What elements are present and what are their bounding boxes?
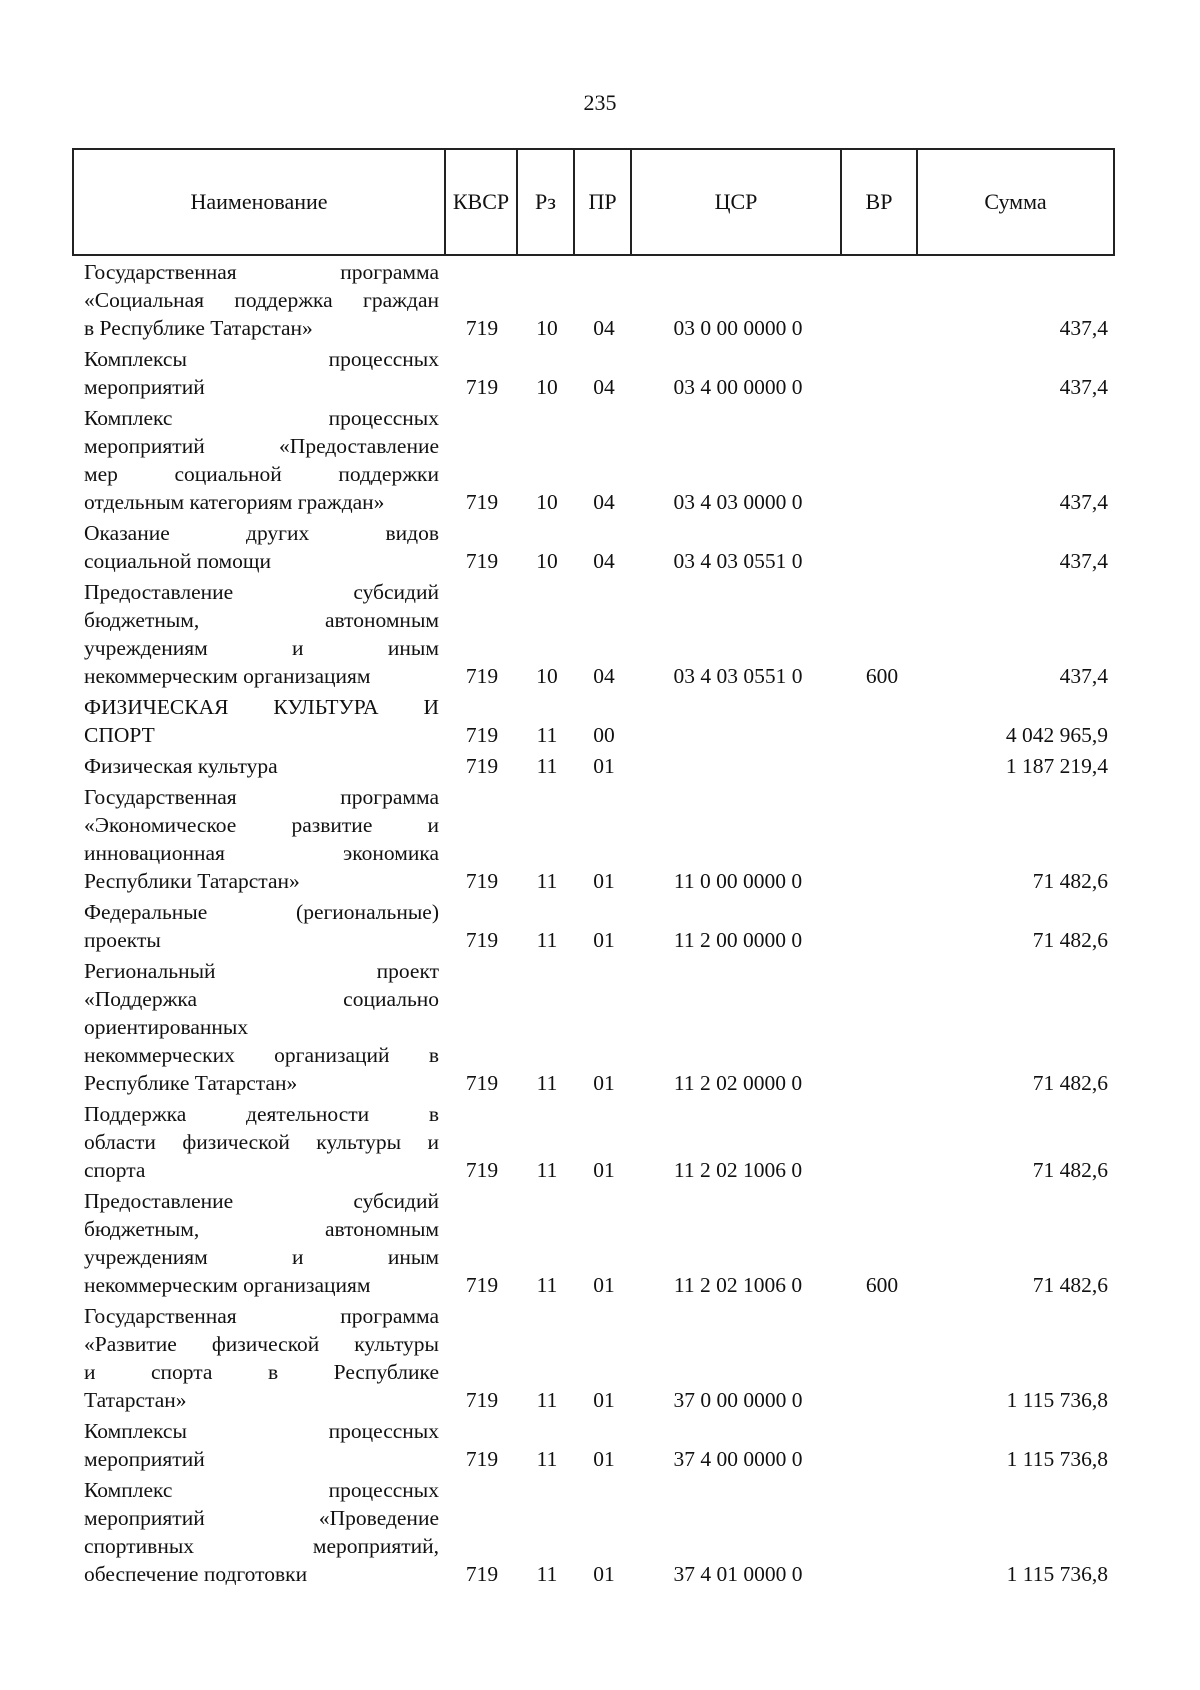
table-row [0,1100,1200,1184]
row-vr: 600 [865,1273,899,1297]
row-kvsr: 719 [465,549,499,573]
row-name-line: Татарстан» [84,1388,187,1412]
row-name-line: некоммерческим организациям [84,1273,371,1297]
row-rz: 10 [536,664,558,688]
row-name-line: Физическая культура [84,754,278,778]
row-name-line: ориентированных [84,1015,249,1039]
row-name-line: мероприятий [84,375,205,399]
row-rz: 11 [536,1447,558,1471]
row-name [84,1187,439,1299]
row-rz: 10 [536,316,558,340]
row-name-line: некоммерческим организациям [84,664,371,688]
header-vr: ВР [842,150,918,254]
row-pr: 00 [593,723,615,747]
row-name-line: некоммерческих организаций в [84,1043,439,1067]
row-name-line: Федеральные (региональные) [84,900,439,924]
row-csr: 11 2 02 1006 0 [673,1158,803,1182]
row-sum: 1 115 736,8 [1006,1388,1108,1412]
row-kvsr: 719 [465,316,499,340]
row-name-line: обеспечение подготовки [84,1562,308,1586]
row-name-line: Комплекс процессных [84,406,439,430]
row-csr: 03 4 03 0551 0 [673,664,803,688]
row-csr: 11 0 00 0000 0 [673,869,803,893]
row-kvsr: 719 [465,754,499,778]
row-name-line: бюджетным, автономным [84,1217,439,1241]
row-rz: 11 [536,723,558,747]
row-name-line: проекты [84,928,161,952]
row-name-line: СПОРТ [84,723,155,747]
row-name-line: бюджетным, автономным [84,608,439,632]
header-kvsr: КВСР [446,150,518,254]
row-kvsr: 719 [465,664,499,688]
row-rz: 11 [536,1071,558,1095]
row-kvsr: 719 [465,490,499,514]
row-pr: 01 [593,1071,615,1095]
row-name-line: Комплексы процессных [84,347,439,371]
row-name-line: социальной помощи [84,549,271,573]
row-name [84,519,439,575]
row-name-line: Республике Татарстан» [84,1071,298,1095]
row-rz: 11 [536,1273,558,1297]
table-body [0,258,1200,1591]
table-row [0,693,1200,749]
row-rz: 10 [536,549,558,573]
header-csr: ЦСР [632,150,842,254]
row-sum: 71 482,6 [1032,869,1108,893]
row-name-line: спорта [84,1158,146,1182]
row-sum: 71 482,6 [1032,1273,1108,1297]
table-row [0,752,1200,780]
row-pr: 04 [593,490,615,514]
header-sum: Сумма [984,189,1047,214]
row-name-line: Предоставление субсидий [84,580,439,604]
row-kvsr: 719 [465,1158,499,1182]
table-row [0,898,1200,954]
row-name [84,1476,439,1588]
row-name-line: мероприятий «Проведение [84,1506,439,1530]
row-rz: 11 [536,869,558,893]
table-row [0,258,1200,342]
row-name-line: Государственная программа [84,785,439,809]
row-name-line: Поддержка деятельности в [84,1102,439,1126]
table-row [0,1417,1200,1473]
row-pr: 01 [593,869,615,893]
row-name-line: области физической культуры и [84,1130,439,1154]
row-kvsr: 719 [465,1388,499,1412]
row-kvsr: 719 [465,1447,499,1471]
row-name-line: Комплекс процессных [84,1478,439,1502]
row-sum: 71 482,6 [1032,928,1108,952]
header-pr: ПР [575,150,632,254]
row-pr: 01 [593,1158,615,1182]
row-name-line: и спорта в Республике [84,1360,439,1384]
row-name-line: Республики Татарстан» [84,869,300,893]
page-number: 235 [583,90,617,115]
row-name-line: в Республике Татарстан» [84,316,313,340]
row-rz: 11 [536,754,558,778]
row-name-line: Государственная программа [84,1304,439,1328]
table-row [0,345,1200,401]
row-name-line: Предоставление субсидий [84,1189,439,1213]
table-row [0,1187,1200,1299]
row-name [84,1302,439,1414]
row-csr: 03 0 00 0000 0 [673,316,803,340]
row-name [84,1100,439,1184]
row-pr: 01 [593,928,615,952]
row-sum: 1 187 219,4 [1005,754,1108,778]
row-name [84,258,439,342]
row-rz: 11 [536,1562,558,1586]
row-name [84,578,439,690]
row-sum: 1 115 736,8 [1006,1562,1108,1586]
row-sum: 437,4 [1059,549,1108,573]
row-name-line: Комплексы процессных [84,1419,439,1443]
row-kvsr: 719 [465,1071,499,1095]
row-name [84,957,439,1097]
row-pr: 04 [593,549,615,573]
row-name [84,783,439,895]
row-sum: 437,4 [1059,490,1108,514]
row-csr: 03 4 03 0551 0 [673,549,803,573]
row-name-line: «Социальная поддержка граждан [84,288,439,312]
row-name-line: мероприятий [84,1447,205,1471]
row-csr: 11 2 02 1006 0 [673,1273,803,1297]
row-sum: 1 115 736,8 [1006,1447,1108,1471]
row-rz: 11 [536,928,558,952]
table-row [0,1302,1200,1414]
row-name-line: мер социальной поддержки [84,462,439,486]
row-name-line: отдельным категориям граждан» [84,490,385,514]
row-csr: 03 4 00 0000 0 [673,375,803,399]
row-name-line: спортивных мероприятий, [84,1534,439,1558]
row-csr: 37 0 00 0000 0 [673,1388,803,1412]
row-sum: 437,4 [1059,664,1108,688]
row-kvsr: 719 [465,869,499,893]
row-name-line: Региональный проект [84,959,439,983]
row-sum: 437,4 [1059,375,1108,399]
row-sum: 4 042 965,9 [1005,723,1108,747]
header-rz: Рз [518,150,575,254]
row-name [84,404,439,516]
row-name-line: «Экономическое развитие и [84,813,439,837]
table-row [0,578,1200,690]
row-kvsr: 719 [465,1273,499,1297]
table-row [0,519,1200,575]
row-pr: 01 [593,1562,615,1586]
table-row [0,1476,1200,1588]
row-kvsr: 719 [465,723,499,747]
row-pr: 04 [593,664,615,688]
row-csr: 37 4 01 0000 0 [673,1562,803,1586]
row-csr: 03 4 03 0000 0 [673,490,803,514]
row-kvsr: 719 [465,1562,499,1586]
row-name-line: ФИЗИЧЕСКАЯ КУЛЬТУРА И [84,695,439,719]
row-pr: 04 [593,316,615,340]
row-name-line: учреждениям и иным [84,636,439,660]
row-pr: 01 [593,754,615,778]
row-name [84,752,439,780]
row-rz: 11 [536,1158,558,1182]
row-name-line: Оказание других видов [84,521,439,545]
row-sum: 71 482,6 [1032,1158,1108,1182]
row-name-line: «Развитие физической культуры [84,1332,439,1356]
row-csr: 37 4 00 0000 0 [673,1447,803,1471]
row-name [84,345,439,401]
row-kvsr: 719 [465,375,499,399]
table-row [0,783,1200,895]
row-rz: 10 [536,490,558,514]
row-vr: 600 [865,664,899,688]
table-row [0,404,1200,516]
row-name [84,898,439,954]
row-name-line: учреждениям и иным [84,1245,439,1269]
row-name [84,693,439,749]
row-name [84,1417,439,1473]
row-sum: 71 482,6 [1032,1071,1108,1095]
row-pr: 01 [593,1273,615,1297]
row-pr: 04 [593,375,615,399]
row-csr: 11 2 02 0000 0 [673,1071,803,1095]
row-name-line: Государственная программа [84,260,439,284]
row-pr: 01 [593,1447,615,1471]
row-csr: 11 2 00 0000 0 [673,928,803,952]
table-row [0,957,1200,1097]
row-kvsr: 719 [465,928,499,952]
header-name: Наименование [74,150,446,254]
table-header [72,148,1115,256]
row-name-line: мероприятий «Предоставление [84,434,439,458]
row-rz: 10 [536,375,558,399]
row-rz: 11 [536,1388,558,1412]
row-name-line: инновационная экономика [84,841,439,865]
row-pr: 01 [593,1388,615,1412]
row-sum: 437,4 [1059,316,1108,340]
row-name-line: «Поддержка социально [84,987,439,1011]
